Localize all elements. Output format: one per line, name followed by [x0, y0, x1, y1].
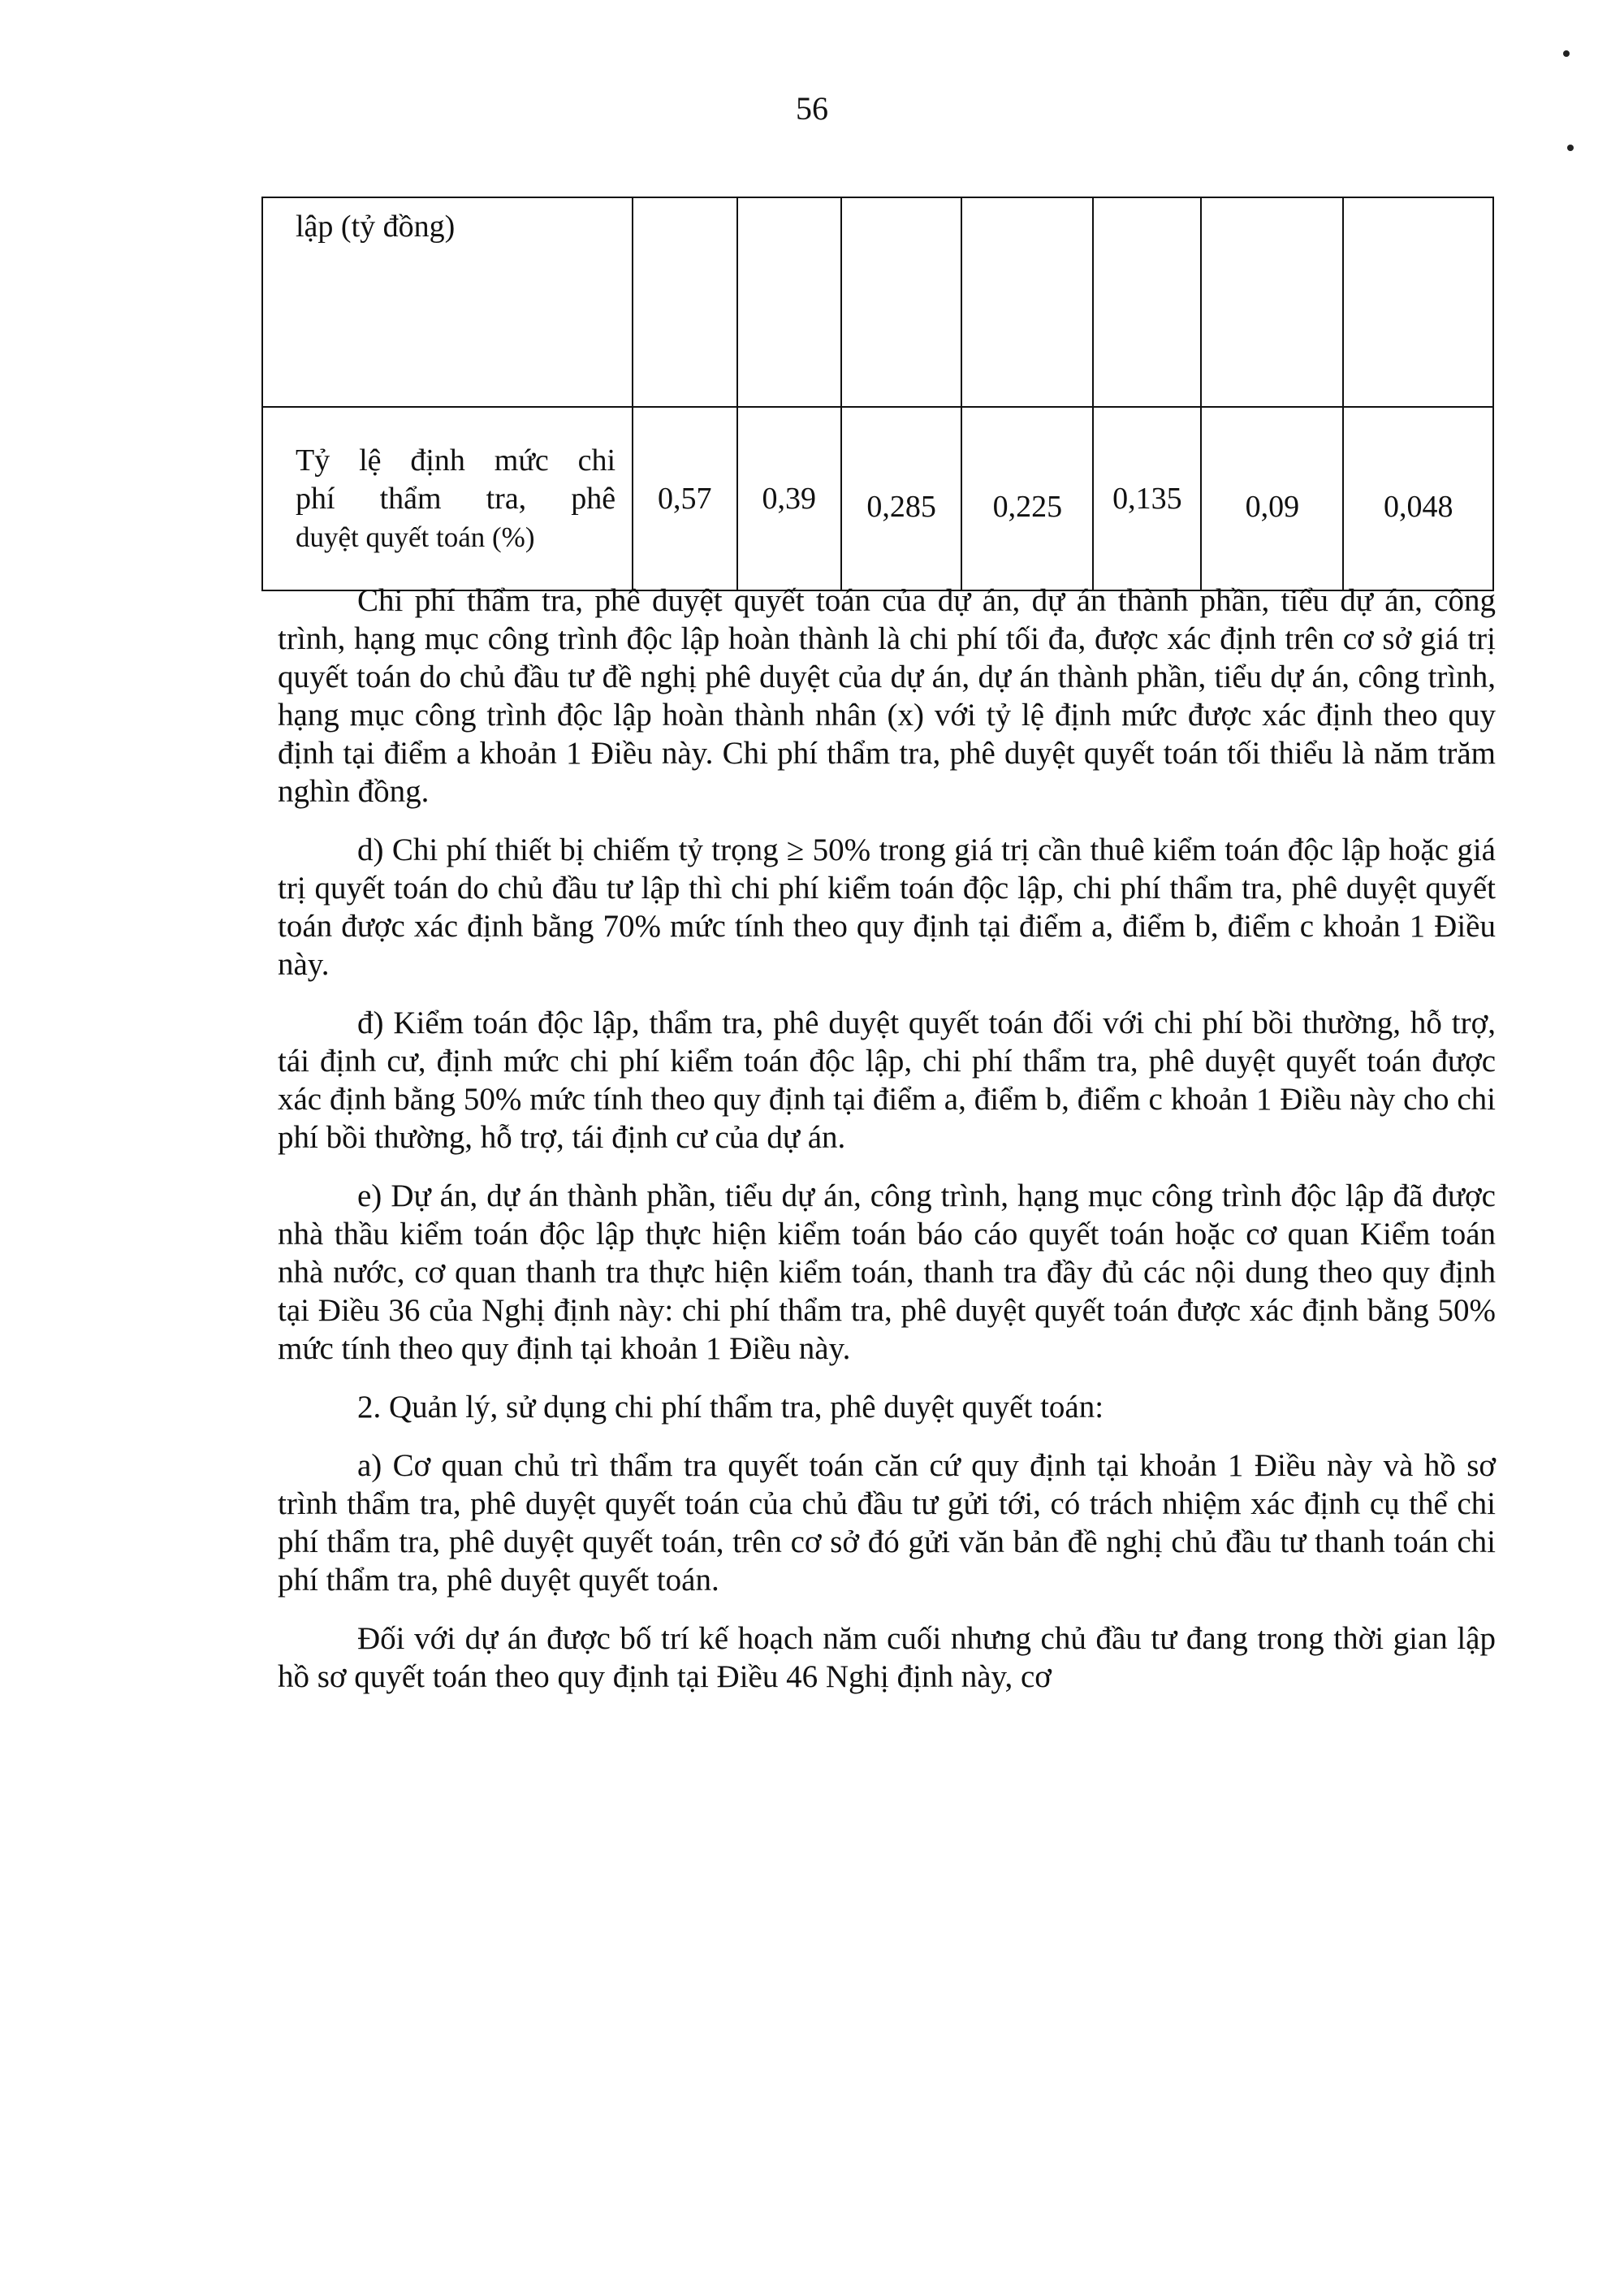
rate-value: 0,57 [633, 407, 736, 590]
table-cell [1093, 197, 1201, 407]
row-label-line: phí thẩm tra, phê [296, 481, 616, 516]
rate-value: 0,135 [1093, 407, 1201, 590]
table-row [262, 197, 1493, 407]
section-heading-2: 2. Quản lý, sử dụng chi phí thẩm tra, phê duyệt quyết toán: [357, 1390, 1104, 1425]
paragraph-dd: đ) Kiểm toán độc lập, thẩm tra, phê duyệt quyết toán đối với chi phí bồi thường, hỗ trợ, tái định cư, định mức chi phí kiểm toán độc lập, chi phí thẩm tra, phê duyệt quyết toán được xác định bằng 50% mức tính theo quy định tại điểm a, điểm b, điểm c khoản 1 Điều này cho chi phí bồi thường, hỗ trợ, tái định cư của dự án. [278, 1005, 1496, 1155]
body-text [278, 582, 1496, 1716]
table-row [262, 407, 1493, 590]
table-cell [633, 197, 736, 407]
rate-value: 0,048 [1343, 407, 1493, 590]
table-cell [1201, 197, 1343, 407]
scan-artifact-dot [1567, 145, 1574, 151]
paragraph: Chi phí thẩm tra, phê duyệt quyết toán của dự án, dự án thành phần, tiểu dự án, công trình, hạng mục công trình độc lập hoàn thành là chi phí tối đa, được xác định trên cơ sở giá trị quyết toán do chủ đầu tư đề nghị phê duyệt của dự án, dự án thành phần, tiểu dự án, công trình, hạng mục công trình độc lập hoàn thành nhân (x) với tỷ lệ định mức được xác định theo quy định tại điểm a khoản 1 Điều này. Chi phí thẩm tra, phê duyệt quyết toán tối thiểu là năm trăm nghìn đồng. [278, 583, 1496, 809]
row-label: lập (tỷ đồng) [262, 197, 633, 407]
page-number: 56 [796, 90, 828, 127]
scan-artifact-dot [1563, 50, 1570, 57]
paragraph-d: d) Chi phí thiết bị chiếm tỷ trọng ≥ 50% trong giá trị cần thuê kiểm toán độc lập hoặc giá trị quyết toán do chủ đầu tư lập thì chi phí kiểm toán độc lập, chi phí thẩm tra, phê duyệt quyết toán được xác định bằng 70% mức tính theo quy định tại điểm a, điểm b, điểm c khoản 1 Điều này. [278, 832, 1496, 982]
table-cell [1343, 197, 1493, 407]
paragraph-2a: a) Cơ quan chủ trì thẩm tra quyết toán căn cứ quy định tại khoản 1 Điều này và hồ sơ trình thẩm tra, phê duyệt quyết toán của chủ đầu tư gửi tới, có trách nhiệm xác định cụ thể chi phí thẩm tra, phê duyệt quyết toán, trên cơ sở đó gửi văn bản đề nghị chủ đầu tư thanh toán chi phí thẩm tra, phê duyệt quyết toán. [278, 1448, 1496, 1598]
rate-value: 0,39 [737, 407, 841, 590]
rate-table [261, 197, 1494, 591]
paragraph: Đối với dự án được bố trí kế hoạch năm cuối nhưng chủ đầu tư đang trong thời gian lập hồ sơ quyết toán theo quy định tại Điều 46 Nghị định này, cơ [278, 1621, 1496, 1694]
row-label-line: Tỷ lệ định mức chi [296, 443, 616, 478]
table-cell [737, 197, 841, 407]
table-cell [841, 197, 961, 407]
rate-value: 0,225 [961, 407, 1093, 590]
rate-value: 0,09 [1201, 407, 1343, 590]
paragraph-e: e) Dự án, dự án thành phần, tiểu dự án, công trình, hạng mục công trình độc lập đã được nhà thầu kiểm toán độc lập thực hiện kiểm toán báo cáo quyết toán hoặc cơ quan Kiểm toán nhà nước, cơ quan thanh tra thực hiện kiểm toán, thanh tra đầy đủ các nội dung theo quy định tại Điều 36 của Nghị định này: chi phí thẩm tra, phê duyệt quyết toán được xác định bằng 50% mức tính theo quy định tại khoản 1 Điều này. [278, 1178, 1496, 1366]
row-label-line: duyệt quyết toán (%) [296, 521, 535, 553]
table-cell [961, 197, 1093, 407]
rate-value: 0,285 [841, 407, 961, 590]
row-label [262, 407, 633, 590]
